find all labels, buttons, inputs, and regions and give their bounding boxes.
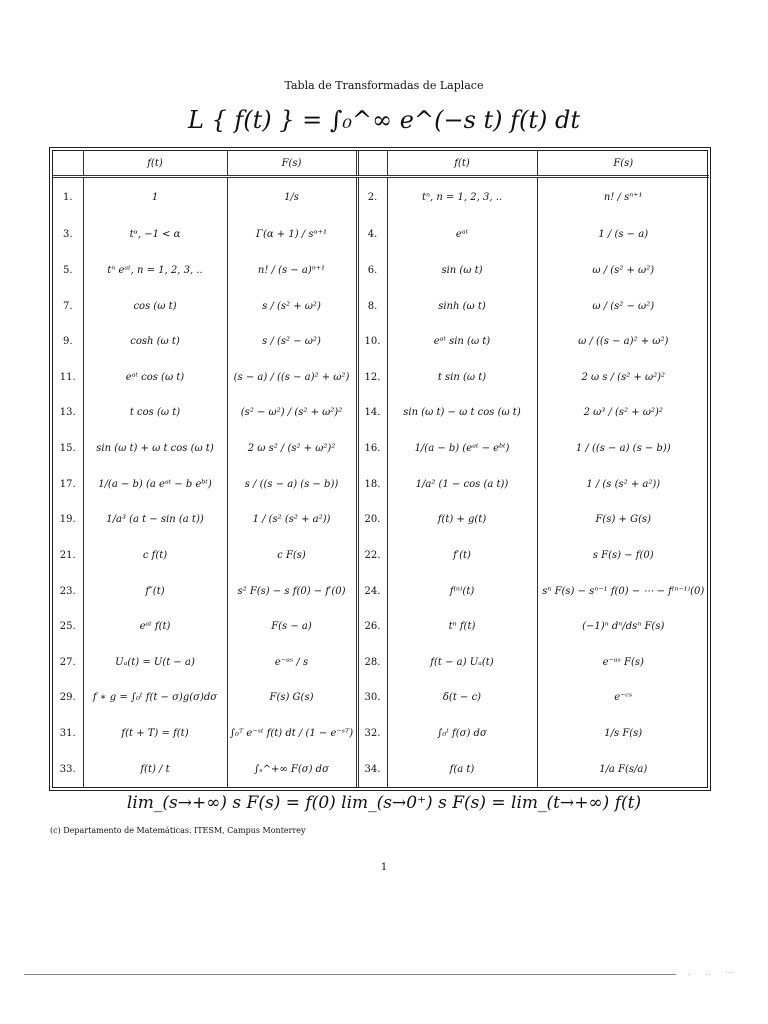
row-number-right: 16. (357, 431, 387, 467)
time-function-left: cosh (ω t) (83, 324, 227, 360)
row-number-left: 33. (59, 763, 76, 775)
transform-left: 1/s (227, 177, 357, 217)
time-function-left: 1/a³ (a t − sin (a t)) (83, 502, 227, 538)
time-function-left: t cos (ω t) (83, 395, 227, 431)
row-number-left: 5. (62, 264, 73, 276)
time-function-left: sin (ω t) + ω t cos (ω t) (83, 431, 227, 467)
time-function-right: tⁿ f(t) (387, 609, 537, 645)
transform-right: 1 / ((s − a) (s − b)) (537, 431, 709, 467)
table-row (53, 502, 709, 538)
table-row (53, 324, 709, 360)
time-function-left: f″(t) (83, 573, 227, 609)
row-number-left: 19. (59, 514, 76, 526)
time-function-right: f(a t) (387, 751, 537, 787)
transform-left: 2 ω s² / (s² + ω²)² (227, 431, 357, 467)
row-number-right: 30. (357, 680, 387, 716)
time-function-left: 1 (83, 177, 227, 217)
row-number-right: 8. (357, 288, 387, 324)
transform-left: e⁻ᵃˢ / s (227, 644, 357, 680)
time-function-right: eᵃᵗ (387, 217, 537, 253)
table-row (53, 217, 709, 253)
transform-left: s / ((s − a) (s − b)) (227, 466, 357, 502)
row-number-left: 27. (59, 656, 76, 668)
row-number-right: 26. (357, 609, 387, 645)
table-row (53, 538, 709, 574)
transform-left: F(s) G(s) (227, 680, 357, 716)
row-number-right: 2. (357, 177, 387, 217)
transform-right: e⁻ᵃˢ F(s) (537, 644, 709, 680)
table-row (53, 573, 709, 609)
header-f-left: f(t) (83, 151, 227, 177)
transform-left: s / (s² + ω²) (227, 288, 357, 324)
row-number-left: 11. (59, 371, 76, 383)
time-function-right: eᵃᵗ sin (ω t) (387, 324, 537, 360)
transform-left: ∫ₛ^+∞ F(σ) dσ (227, 751, 357, 787)
transform-right: 2 ω s / (s² + ω²)² (537, 359, 709, 395)
transform-left: 1 / (s² (s² + a²)) (227, 502, 357, 538)
time-function-left: c f(t) (83, 538, 227, 574)
transform-table-frame (52, 150, 708, 788)
transform-left: s / (s² − ω²) (227, 324, 357, 360)
transform-right: sⁿ F(s) − sⁿ⁻¹ f(0) − ⋯ − f⁽ⁿ⁻¹⁾(0) (537, 573, 709, 609)
transform-right: F(s) + G(s) (537, 502, 709, 538)
time-function-right: ∫₀ᵗ f(σ) dσ (387, 716, 537, 752)
transform-right: ω / ((s − a)² + ω²) (537, 324, 709, 360)
header-F-left: F(s) (227, 151, 357, 177)
row-number-right: 18. (357, 466, 387, 502)
limit-theorems: lim_(s→+∞) s F(s) = f(0) lim_(s→0⁺) s F(s) = lim_(t→+∞) f(t) (126, 793, 642, 813)
time-function-right: tⁿ, n = 1, 2, 3, .. (387, 177, 537, 217)
table-row (53, 751, 709, 787)
header-number-col (53, 151, 83, 177)
row-number-left: 7. (62, 300, 73, 312)
header-F-right: F(s) (537, 151, 709, 177)
time-function-left: f(t) / t (83, 751, 227, 787)
table-row (53, 431, 709, 467)
row-number-right: 14. (357, 395, 387, 431)
time-function-left: f ∗ g = ∫₀ᵗ f(t − σ)g(σ)dσ (83, 680, 227, 716)
time-function-left: tᵅ, −1 < α (83, 217, 227, 253)
row-number-right: 12. (357, 359, 387, 395)
transform-right: 1 / (s − a) (537, 217, 709, 253)
transform-left: ∫₀ᵀ e⁻ˢᵗ f(t) dt / (1 − e⁻ˢᵀ) (227, 716, 357, 752)
table-row (53, 609, 709, 645)
table-header-row (53, 151, 709, 177)
time-function-right: sin (ω t) − ω t cos (ω t) (387, 395, 537, 431)
laplace-definition-formula: L { f(t) } = ∫₀^∞ e^(−s t) f(t) dt (187, 106, 581, 134)
page-title: Tabla de Transformadas de Laplace (284, 79, 484, 92)
time-function-left: tⁿ eᵃᵗ, n = 1, 2, 3, .. (83, 253, 227, 289)
page-number: 1 (380, 862, 388, 873)
row-number-right: 24. (357, 573, 387, 609)
table-row (53, 359, 709, 395)
table-row (53, 644, 709, 680)
table-row (53, 177, 709, 217)
time-function-left: Uₐ(t) = U(t − a) (83, 644, 227, 680)
time-function-right: f(t − a) Uₐ(t) (387, 644, 537, 680)
transform-left: (s² − ω²) / (s² + ω²)² (227, 395, 357, 431)
time-function-left: cos (ω t) (83, 288, 227, 324)
time-function-right: 1/(a − b) (eᵃᵗ − eᵇᵗ) (387, 431, 537, 467)
transform-right: n! / sⁿ⁺¹ (537, 177, 709, 217)
time-function-right: sinh (ω t) (387, 288, 537, 324)
row-number-left: 13. (59, 407, 76, 419)
row-number-right: 6. (357, 253, 387, 289)
row-number-right: 4. (357, 217, 387, 253)
time-function-left: eᵃᵗ cos (ω t) (83, 359, 227, 395)
transform-right: ω / (s² − ω²) (537, 288, 709, 324)
row-number-left: 1. (62, 191, 73, 203)
time-function-right: 1/a² (1 − cos (a t)) (387, 466, 537, 502)
transform-right: ω / (s² + ω²) (537, 253, 709, 289)
row-number-right: 32. (357, 716, 387, 752)
table-row (53, 716, 709, 752)
table-row (53, 288, 709, 324)
row-number-right: 20. (357, 502, 387, 538)
time-function-right: f′(t) (387, 538, 537, 574)
transform-left: s² F(s) − s f(0) − f′(0) (227, 573, 357, 609)
time-function-right: f(t) + g(t) (387, 502, 537, 538)
header-f-right: f(t) (387, 151, 537, 177)
table-body (53, 177, 709, 788)
time-function-right: sin (ω t) (387, 253, 537, 289)
row-number-left: 3. (62, 229, 73, 241)
transform-left: F(s − a) (227, 609, 357, 645)
row-number-left: 31. (59, 728, 76, 740)
transform-right: 2 ω³ / (s² + ω²)² (537, 395, 709, 431)
credit-line: (c) Departamento de Matemáticas. ITESM, Campus Monterrey (50, 826, 306, 835)
transform-left: n! / (s − a)ⁿ⁺¹ (227, 253, 357, 289)
transform-right: 1/s F(s) (537, 716, 709, 752)
transform-right: (−1)ⁿ dⁿ/dsⁿ F(s) (537, 609, 709, 645)
transform-left: c F(s) (227, 538, 357, 574)
row-number-right: 34. (357, 751, 387, 787)
transform-right: s F(s) − f(0) (537, 538, 709, 574)
row-number-left: 21. (59, 549, 76, 561)
transform-right: 1/a F(s/a) (537, 751, 709, 787)
row-number-left: 29. (59, 692, 76, 704)
time-function-left: eᵃᵗ f(t) (83, 609, 227, 645)
footer-rule (24, 974, 676, 975)
row-number-right: 22. (357, 538, 387, 574)
row-number-right: 28. (357, 644, 387, 680)
time-function-right: δ(t − c) (387, 680, 537, 716)
row-number-left: 17. (59, 478, 76, 490)
transform-left: (s − a) / ((s − a)² + ω²) (227, 359, 357, 395)
header-number-col-right (357, 151, 387, 177)
footer-marks: . ‥ ⋯ (688, 968, 739, 977)
transform-right: 1 / (s (s² + a²)) (537, 466, 709, 502)
table-row (53, 253, 709, 289)
time-function-left: 1/(a − b) (a eᵃᵗ − b eᵇᵗ) (83, 466, 227, 502)
transform-left: Γ(α + 1) / sᵅ⁺¹ (227, 217, 357, 253)
transform-table (53, 151, 709, 787)
transform-right: e⁻ᶜˢ (537, 680, 709, 716)
row-number-left: 23. (59, 585, 76, 597)
time-function-left: f(t + T) = f(t) (83, 716, 227, 752)
table-row (53, 680, 709, 716)
row-number-left: 15. (59, 443, 76, 455)
row-number-left: 9. (62, 336, 73, 348)
table-row (53, 466, 709, 502)
time-function-right: f⁽ⁿ⁾(t) (387, 573, 537, 609)
row-number-left: 25. (59, 621, 76, 633)
table-row (53, 395, 709, 431)
time-function-right: t sin (ω t) (387, 359, 537, 395)
row-number-right: 10. (357, 324, 387, 360)
